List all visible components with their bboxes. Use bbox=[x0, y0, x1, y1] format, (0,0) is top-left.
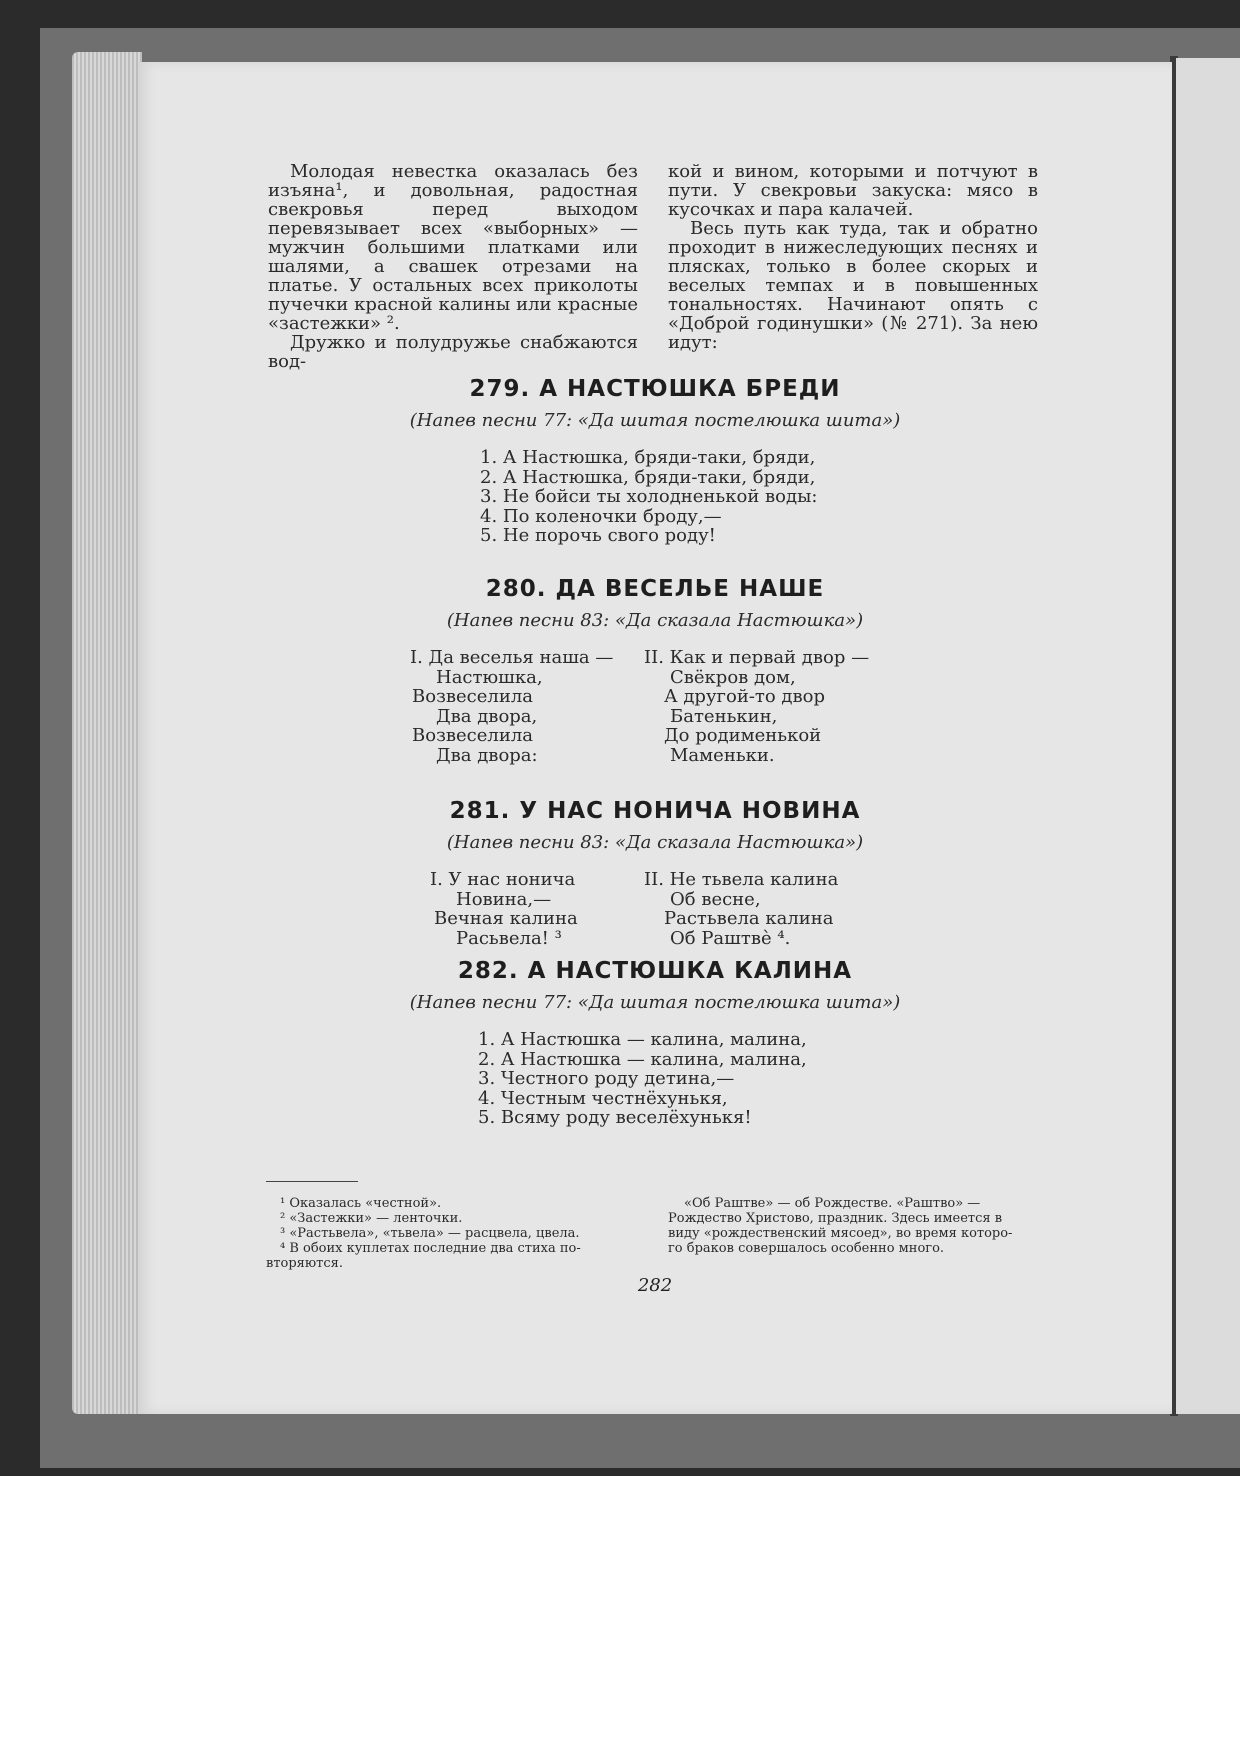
song-stanza-1 bbox=[410, 648, 613, 765]
book-page bbox=[138, 62, 1172, 1414]
page-number: 282 bbox=[637, 1275, 673, 1296]
verse-line: Растьвела калина bbox=[664, 908, 834, 929]
footnote: го браков совершалось особенно много. bbox=[668, 1241, 945, 1256]
footnote: Рождество Христово, праздник. Здесь имеется в bbox=[668, 1211, 1003, 1226]
footnote: ² «Застежки» — ленточки. bbox=[280, 1211, 463, 1226]
song-verse bbox=[478, 1030, 807, 1128]
song-title: 281. У НАС НОНИЧА НОВИНА bbox=[449, 798, 861, 824]
verse-line: Возвеселила bbox=[412, 686, 533, 707]
verse-line: Расьвела! ³ bbox=[456, 927, 562, 949]
footnote: ⁴ В обоих куплетах последние два стиха по- bbox=[280, 1241, 581, 1256]
song-tune: (Напев песни 77: «Да шитая постелюшка шита») bbox=[409, 410, 901, 431]
verse-line: Новина,— bbox=[456, 888, 552, 910]
intro-paragraph: Молодая невестка оказалась без изъяна¹, и довольная, радостная свекровья перед выходом перевязывает всех «выборных» — мужчин большими платками или шалями, а свашек отрезами на платье. У остальных всех приколоты пучечки красной калины или красные «застежки» ². bbox=[268, 161, 638, 334]
verse-line: 2. А Настюшка — калина, малина, bbox=[478, 1048, 807, 1070]
verse-line: 3. Не бойси ты холодненькой воды: bbox=[480, 486, 818, 507]
footnote: вторяются. bbox=[266, 1256, 343, 1271]
song-title: 280. ДА ВЕСЕЛЬЕ НАШЕ bbox=[485, 576, 825, 602]
footnote: ³ «Растьвела», «тьвела» — расцвела, цвела. bbox=[280, 1226, 580, 1241]
footnotes-left bbox=[266, 1196, 581, 1271]
footnote-rule bbox=[266, 1181, 358, 1182]
verse-line: II. Не тьвела калина bbox=[644, 869, 839, 890]
page-stack-edge bbox=[72, 52, 142, 1414]
verse-line: 5. Не порочь свого роду! bbox=[480, 525, 716, 546]
verse-line: I. У нас нонича bbox=[430, 869, 576, 890]
verse-line: 2. А Настюшка, бряди-таки, бряди, bbox=[480, 466, 816, 488]
intro-left-column bbox=[268, 162, 638, 371]
verse-line: А другой-то двор bbox=[664, 686, 825, 707]
verse-line: Батенькин, bbox=[670, 705, 778, 727]
intro-paragraph: Весь путь как туда, так и обратно проходит в нижеследующих песнях и плясках, только в более скорых и веселых темпах и в повышенных тональностях. Начинают опять с «Доброй годинушки» (№ 271). За нею идут: bbox=[668, 218, 1038, 353]
verse-line: Об Раштвѐ ⁴. bbox=[670, 927, 791, 949]
song-tune: (Напев песни 77: «Да шитая постелюшка шита») bbox=[409, 992, 901, 1013]
song-verse bbox=[480, 448, 817, 546]
footnote: «Об Раштве» — об Рождестве. «Раштво» — bbox=[684, 1196, 981, 1211]
verse-line: I. Да веселья наша — bbox=[410, 647, 614, 668]
song-stanza-2 bbox=[644, 870, 838, 948]
facing-page-edge bbox=[1176, 58, 1240, 1414]
intro-right-column bbox=[668, 162, 1038, 352]
verse-line: Настюшка, bbox=[436, 666, 543, 688]
song-title: 279. А НАСТЮШКА БРЕДИ bbox=[469, 376, 841, 402]
verse-line: Два двора, bbox=[436, 705, 538, 727]
song-stanza-2 bbox=[644, 648, 869, 765]
footnotes-right bbox=[668, 1196, 1012, 1256]
song-title: 282. А НАСТЮШКА КАЛИНА bbox=[457, 958, 853, 984]
verse-line: II. Как и первай двор — bbox=[644, 647, 870, 668]
song-tune: (Напев песни 83: «Да сказала Настюшка») bbox=[446, 832, 864, 853]
intro-paragraph: Дружко и полудружье снабжаются вод- bbox=[268, 332, 638, 372]
footnote: ¹ Оказалась «честной». bbox=[280, 1196, 442, 1211]
verse-line: 4. По коленочки броду,— bbox=[480, 505, 722, 527]
song-tune: (Напев песни 83: «Да сказала Настюшка») bbox=[446, 610, 864, 631]
verse-line: Свёкров дом, bbox=[670, 666, 796, 688]
verse-line: Вечная калина bbox=[434, 908, 578, 929]
verse-line: 1. А Настюшка — калина, малина, bbox=[478, 1029, 807, 1050]
verse-line: До родименькой bbox=[664, 725, 822, 746]
verse-line: 3. Честного роду детина,— bbox=[478, 1068, 735, 1089]
verse-line: Возвеселила bbox=[412, 725, 533, 746]
verse-line: 4. Честным честнёхунькя, bbox=[478, 1087, 728, 1109]
footnote: виду «рождественский мясоед», во время которо- bbox=[668, 1226, 1013, 1241]
intro-paragraph: кой и вином, которыми и потчуют в пути. У свекровьи закуска: мясо в кусочках и пара калачей. bbox=[668, 161, 1038, 220]
song-stanza-1 bbox=[430, 870, 578, 948]
verse-line: Маменьки. bbox=[670, 744, 775, 766]
verse-line: Об весне, bbox=[670, 888, 761, 910]
verse-line: Два двора: bbox=[436, 744, 538, 766]
verse-line: 5. Всяму роду веселёхунькя! bbox=[478, 1107, 752, 1128]
verse-line: 1. А Настюшка, бряди-таки, бряди, bbox=[480, 447, 816, 468]
